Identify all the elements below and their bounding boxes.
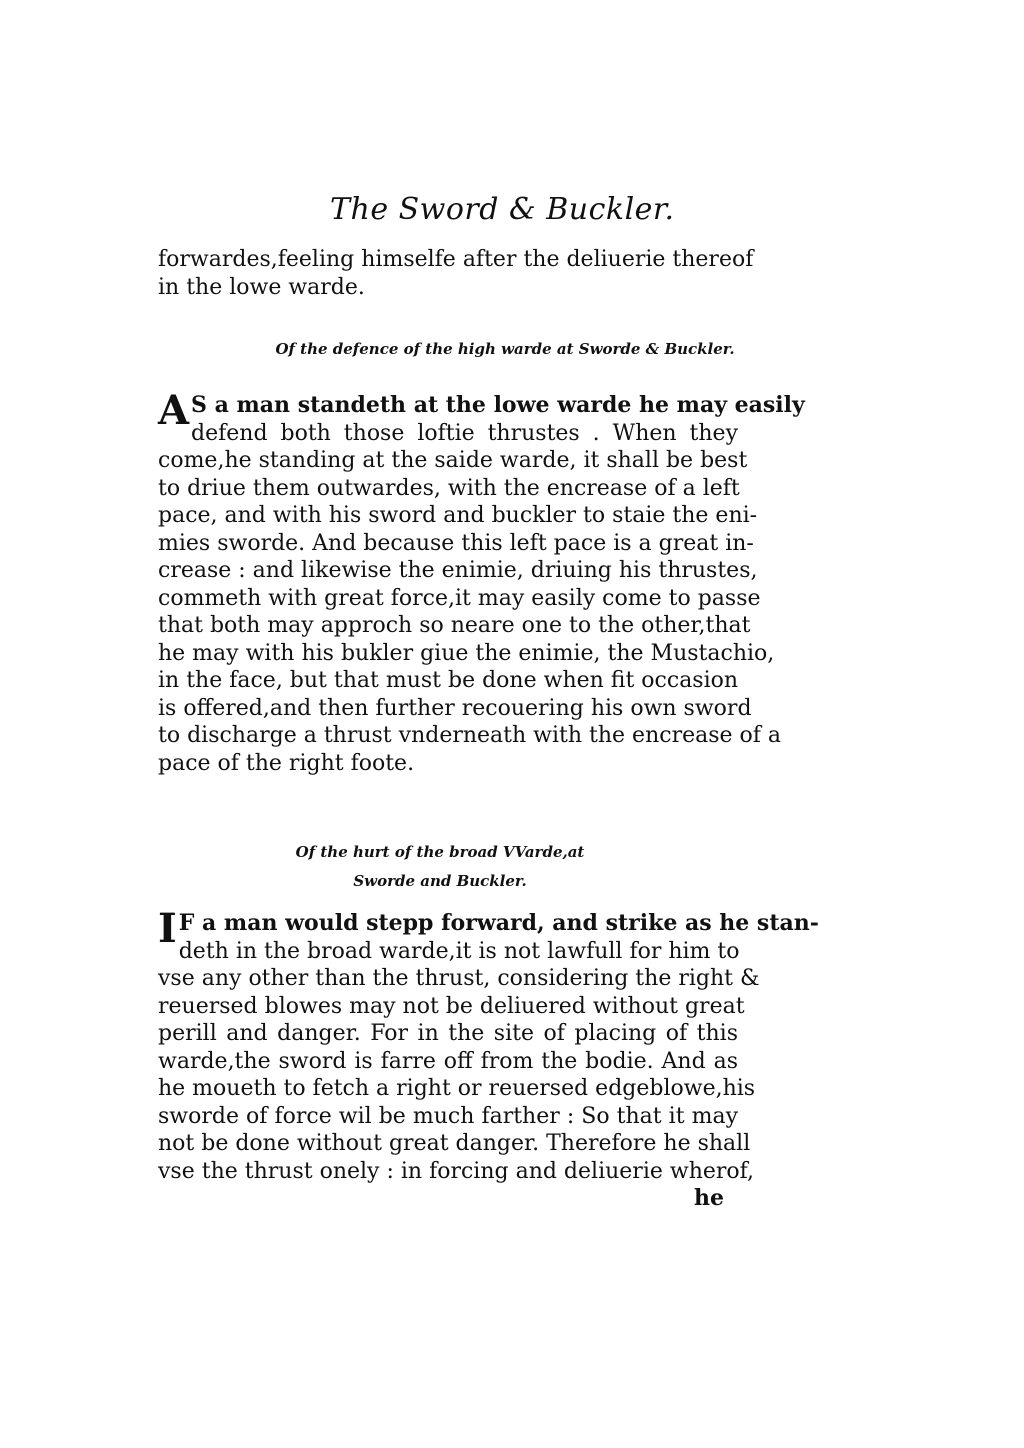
text-line: he moueth to fetch a right or reuersed edgeblowe,his xyxy=(158,1076,756,1101)
text-line: S a man standeth at the lowe warde he may easily xyxy=(191,392,805,418)
text-line: crease : and likewise the enimie, driuing his thrustes, xyxy=(158,558,758,583)
text-line: that both may approch so neare one to the other,that xyxy=(158,613,751,638)
section-heading-high-warde: Of the defence of the high warde at Sworde & Buckler. xyxy=(275,340,735,358)
text-line: warde,the sword is farre off from the bodie. And as xyxy=(158,1048,738,1074)
paragraph-broad-warde xyxy=(158,905,819,1213)
section-heading-broad-warde-line1: Of the hurt of the broad VVarde,at xyxy=(295,843,585,861)
text-line: he may with his bukler giue the enimie, the Mustachio, xyxy=(158,640,775,666)
text-line: perill and danger. For in the site of placing of this xyxy=(158,1021,738,1046)
text-line: pace of the right foote. xyxy=(158,750,415,776)
section-heading-broad-warde-line2: Sworde and Buckler. xyxy=(353,872,527,890)
text-line: vse the thrust onely : in forcing and deliuerie wherof, xyxy=(158,1158,754,1184)
text-line: is offered,and then further recouering his own sword xyxy=(158,695,752,721)
text-line: pace, and with his sword and buckler to staie the eni- xyxy=(158,503,758,528)
catchword: he xyxy=(694,1185,724,1211)
text-line: in the lowe warde. xyxy=(158,274,365,300)
text-line: deth in the broad warde,it is not lawfull for him to xyxy=(178,938,740,964)
text-line: to driue them outwardes, with the encrease of a left xyxy=(158,475,740,501)
text-line: defend both those loftie thrustes . When they xyxy=(191,420,738,446)
running-head: The Sword & Buckler. xyxy=(330,192,675,227)
text-line: mies sworde. And because this left pace is a great in- xyxy=(158,530,754,556)
text-line: to discharge a thrust vnderneath with the encrease of a xyxy=(158,723,782,748)
intro-paragraph xyxy=(158,246,754,301)
text-line: commeth with great force,it may easily come to passe xyxy=(158,585,761,611)
text-line: F a man would stepp forward, and strike as he stan- xyxy=(178,910,819,936)
text-line: vse any other than the thrust, considering the right & xyxy=(158,966,760,991)
text-line: come,he standing at the saide warde, it shall be best xyxy=(158,448,748,473)
text-line: not be done without great danger. Therefore he shall xyxy=(158,1131,751,1156)
text-line: forwardes,feeling himselfe after the deliuerie thereof xyxy=(158,247,754,272)
text-line: reuersed blowes may not be deliuered without great xyxy=(158,993,745,1019)
text-line: in the face, but that must be done when fit occasion xyxy=(158,668,739,693)
drop-cap: I xyxy=(158,905,177,952)
drop-cap: A xyxy=(158,387,190,434)
paragraph-high-warde xyxy=(158,387,805,777)
text-line: sworde of force wil be much farther : So that it may xyxy=(158,1103,738,1129)
